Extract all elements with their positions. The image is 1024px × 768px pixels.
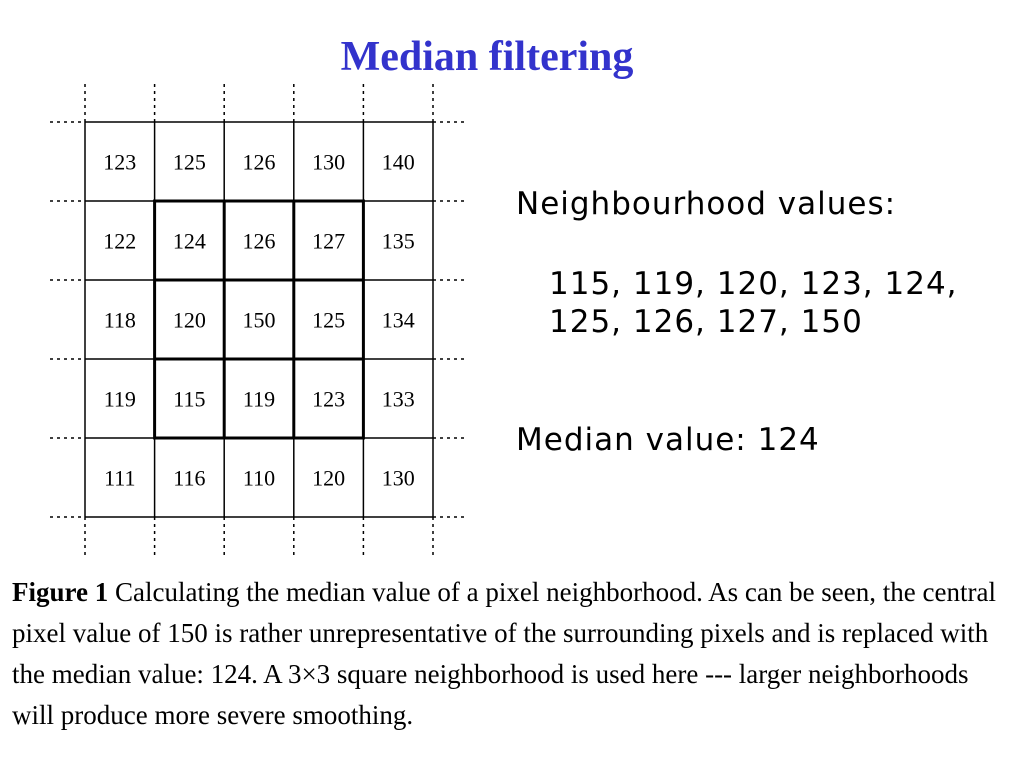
neighbourhood-heading: Neighbourhood values: xyxy=(516,186,897,222)
grid-cell-value: 123 xyxy=(103,149,137,175)
grid-cell-value: 119 xyxy=(242,386,276,412)
page-title: Median filtering xyxy=(340,34,634,80)
grid-cell-value: 134 xyxy=(381,307,415,333)
grid-cell-value: 126 xyxy=(242,149,276,175)
figure-label: Figure 1 xyxy=(12,577,109,607)
grid-cell-value: 125 xyxy=(172,149,206,175)
grid-cell-value: 118 xyxy=(103,307,136,333)
grid-cell-value: 125 xyxy=(312,307,346,333)
grid-cell-value: 130 xyxy=(312,149,346,175)
pixel-grid xyxy=(0,0,480,570)
grid-cell-value: 150 xyxy=(242,307,276,333)
grid-cell-value: 120 xyxy=(312,465,346,491)
median-value: 124 xyxy=(757,422,820,458)
grid-cell-value: 133 xyxy=(381,386,415,412)
grid-cell-value: 127 xyxy=(312,228,346,254)
caption-text: Calculating the median value of a pixel neighborhood. As can be seen, the central pixel value of 150 is rather unrepresentative of the surrounding pixels and is replaced with the median value: 124. A 3×3 square neighborhood is used here --- larger neighborhoods will produce more severe smoothing. xyxy=(12,577,996,730)
grid-cell-value: 126 xyxy=(242,228,276,254)
grid-cell-value: 116 xyxy=(173,465,206,491)
median-label: Median value: xyxy=(516,422,747,458)
grid-cell-value: 111 xyxy=(104,465,136,491)
grid-cell-value: 124 xyxy=(172,228,206,254)
grid-cell-value: 110 xyxy=(242,465,276,491)
grid-cell-value: 123 xyxy=(312,386,346,412)
grid-cell-value: 140 xyxy=(381,149,415,175)
grid-cell-value: 130 xyxy=(381,465,415,491)
median-value-line xyxy=(516,422,820,458)
grid-cell-value: 122 xyxy=(103,228,137,254)
grid-cell-value: 115 xyxy=(173,386,206,412)
neighbourhood-values-line-1: 115, 119, 120, 123, 124, xyxy=(549,266,958,302)
grid-cell-value: 135 xyxy=(381,228,415,254)
figure-caption xyxy=(12,572,1002,736)
neighbourhood-values xyxy=(549,265,958,341)
neighbourhood-values-line-2: 125, 126, 127, 150 xyxy=(549,304,863,340)
grid-cell-value: 120 xyxy=(172,307,206,333)
grid-cell-value: 119 xyxy=(103,386,136,412)
